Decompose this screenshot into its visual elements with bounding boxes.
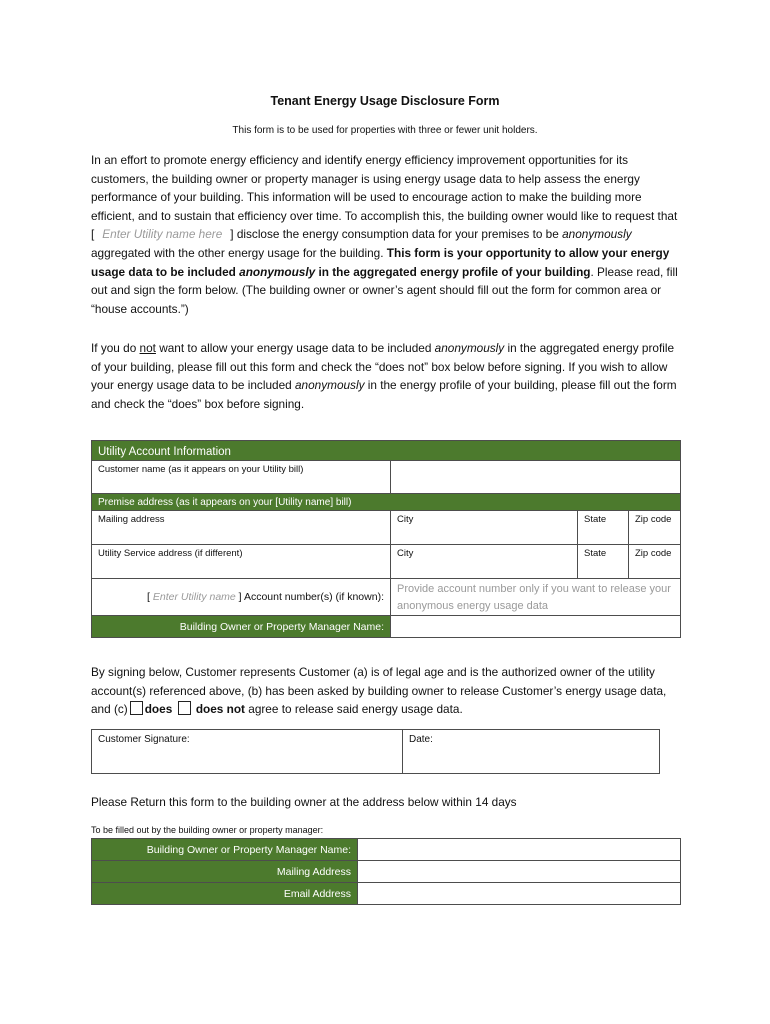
date-field[interactable] <box>403 730 660 774</box>
city-label: City <box>397 514 414 525</box>
account-utility-placeholder[interactable]: Enter Utility name <box>152 591 236 603</box>
customer-name-label: Customer name (as it appears on your Utility bill) <box>92 461 391 494</box>
service-address-label: Utility Service address (if different) <box>98 548 243 559</box>
premise-address-header: Premise address (as it appears on your [Utility name] bill) <box>92 494 681 511</box>
intro-text-3: aggregated with the other energy usage for the building. <box>91 245 387 260</box>
account-number-input[interactable]: Provide account number only if you want to release your anonymous energy usage data <box>391 579 681 616</box>
intro-bold-anonymously: anonymously <box>239 264 316 279</box>
zip-label: Zip code <box>635 548 672 559</box>
instr-text-2: want to allow your energy usage data to be included <box>155 341 435 355</box>
instr-anonymously-1: anonymously <box>434 341 505 355</box>
instructions-paragraph <box>91 339 681 413</box>
owner-section-caption: To be filled out by the building owner or property manager: <box>91 825 324 835</box>
service-city-input[interactable] <box>391 545 578 579</box>
intro-bold-1: This form is your opportunity to allow your energy usage data to be included <box>91 245 670 279</box>
instr-text-1: If you do <box>91 341 140 355</box>
intro-paragraph <box>91 151 681 318</box>
mailing-address-label: Mailing address <box>98 514 165 525</box>
service-state-input[interactable] <box>578 545 629 579</box>
owner-info-table <box>91 838 681 905</box>
signing-paragraph <box>91 663 681 719</box>
customer-name-input[interactable] <box>391 461 681 494</box>
instr-not: not <box>139 341 156 355</box>
intro-text-4: . Please read, fill out and sign the form below. (The building owner or owner’s agent should fill out the form for common area or “house accounts.”) <box>91 264 678 316</box>
does-label: does <box>144 702 173 717</box>
owner-email-label: Email Address <box>92 883 358 905</box>
zip-label: Zip code <box>635 514 672 525</box>
state-label: State <box>584 514 607 525</box>
owner-email-input[interactable] <box>358 883 681 905</box>
owner-name-label: Building Owner or Property Manager Name: <box>92 616 391 638</box>
customer-signature-field[interactable] <box>92 730 403 774</box>
intro-text-2: ] disclose the energy consumption data for your premises to be <box>230 227 563 242</box>
intro-bold-2: in the aggregated energy profile of your building <box>315 264 591 279</box>
mailing-state-input[interactable] <box>578 511 629 545</box>
form-subtitle: This form is to be used for properties with three or fewer unit holders. <box>232 125 538 136</box>
signing-text-1: By signing below, Customer represents Customer (a) is of legal age and is the authorized owner of the utility account(s) referenced above, (b) has been asked by building owner to release Customer’s energy usage data, and (c) <box>91 665 667 717</box>
service-zip-input[interactable] <box>629 545 681 579</box>
service-address-input[interactable] <box>92 545 391 579</box>
state-label: State <box>584 548 607 559</box>
mailing-city-input[interactable] <box>391 511 578 545</box>
instr-text-3: in the aggregated energy profile of your building, please fill out this form and check the “does not” box below before signing. If you wish to allow your energy usage data to be included <box>91 341 675 393</box>
return-instructions: Please Return this form to the building owner at the address below within 14 days <box>91 795 517 809</box>
does-not-label: does not <box>195 702 245 717</box>
mailing-address-input[interactable] <box>92 511 391 545</box>
utility-account-table <box>91 440 681 638</box>
owner-info-name-input[interactable] <box>358 839 681 861</box>
instr-anonymously-2: anonymously <box>294 378 365 393</box>
owner-mailing-label: Mailing Address <box>92 861 358 883</box>
instr-text-4: in the energy profile of your building, please fill out the form and check the “does” box before signing. <box>91 378 677 411</box>
does-checkbox[interactable] <box>130 701 143 715</box>
signature-table <box>91 729 660 774</box>
intro-anonymously: anonymously <box>562 227 632 242</box>
city-label: City <box>397 548 414 559</box>
does-not-checkbox[interactable] <box>178 701 191 715</box>
mailing-zip-input[interactable] <box>629 511 681 545</box>
date-label: Date: <box>409 734 433 745</box>
intro-text-1: In an effort to promote energy efficiency and identify energy efficiency improvement opportunities for its customers, the building owner or property manager is using energy usage data to help assess the energy performance of your building. This information will be used to encourage action to make the building more efficient, and to sustain that efficiency over time. To accomplish this, the building owner would like to request that [ <box>91 153 678 242</box>
account-number-label: [ Enter Utility name ] Account number(s) (if known): <box>92 579 391 616</box>
owner-name-input[interactable] <box>391 616 681 638</box>
customer-signature-label: Customer Signature: <box>98 734 190 745</box>
utility-account-header: Utility Account Information <box>92 441 681 461</box>
utility-name-field[interactable]: Enter Utility name here <box>102 227 223 242</box>
owner-mailing-input[interactable] <box>358 861 681 883</box>
owner-info-name-label: Building Owner or Property Manager Name: <box>92 839 358 861</box>
signing-text-2: agree to release said energy usage data. <box>244 702 463 717</box>
form-title: Tenant Energy Usage Disclosure Form <box>270 94 500 108</box>
